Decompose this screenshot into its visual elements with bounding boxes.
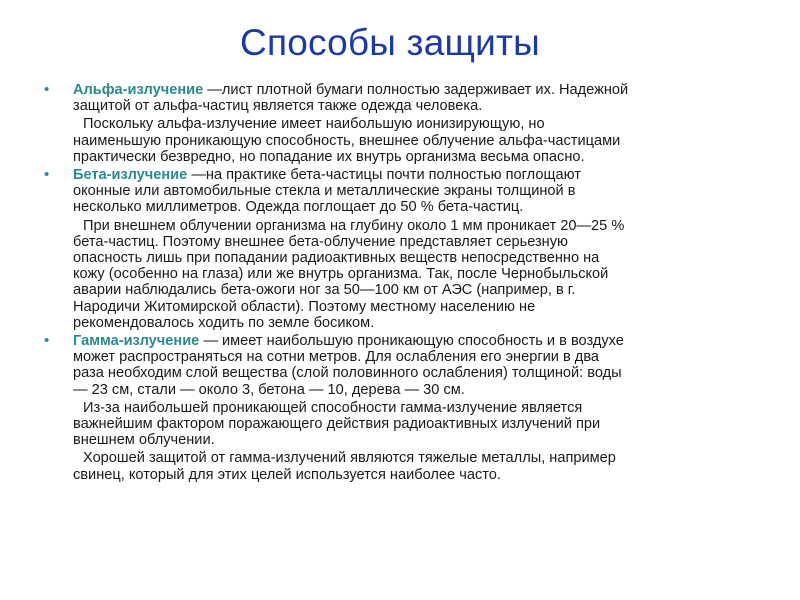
- bullet-text-line: несколько миллиметров. Одежда поглощает до 50 % бета-частиц.: [73, 199, 524, 216]
- paragraph-line: Из-за наибольшей проникающей способности гамма-излучение является: [83, 399, 583, 416]
- bullet-icon: •: [44, 166, 50, 184]
- paragraph-line: практически безвредно, но попадание их внутрь организма весьма опасно.: [73, 148, 585, 165]
- paragraph-line: опасность лишь при попадании радиоактивных веществ непосредственно на: [73, 250, 600, 267]
- paragraph-line: Хорошей защитой от гамма-излучений являются тяжелые металлы, например: [83, 450, 616, 467]
- paragraph-line: аварии наблюдались бета-ожоги ног за 50—100 км от АЭС (например, в г.: [73, 282, 576, 299]
- bullet-text: — имеет наибольшую проникающую способность и в воздухе: [199, 333, 624, 350]
- bullet-text-line: оконные или автомобильные стекла и металлические экраны толщиной в: [73, 183, 576, 200]
- bullet-alpha-radiation: [0, 82, 800, 165]
- paragraph-line: Поскольку альфа-излучение имеет наибольшую ионизирующую, но: [83, 116, 545, 133]
- bullet-gamma-radiation: [0, 333, 800, 483]
- paragraph-line: При внешнем облучении организма на глубину около 1 мм проникает 20—25 %: [83, 217, 625, 234]
- bullet-icon: •: [44, 81, 50, 98]
- paragraph-line: свинец, который для этих целей используется наиболее часто.: [73, 466, 501, 483]
- paragraph-line: Народичи Житомирской области). Поэтому местному населению не: [73, 298, 536, 315]
- bullet-heading: Альфа-излучение: [73, 82, 204, 98]
- paragraph-line: наименьшую проникающую способность, внешнее облучение альфа-частицами: [73, 132, 621, 149]
- paragraph-line: кожу (особенно на глаза) или же внутрь организма. Так, после Чернобыльской: [73, 266, 609, 283]
- paragraph-line: важнейшим фактором поражающего действия радиоактивных излучений при: [73, 416, 601, 433]
- slide-title: Способы защиты: [240, 22, 540, 63]
- bullet-text-line: — 23 см, стали — около 3, бетона — 10, дерева — 30 см.: [73, 381, 465, 398]
- slide-content: [0, 82, 800, 485]
- paragraph-line: бета-частиц. Поэтому внешнее бета-облучение представляет серьезную: [73, 233, 568, 250]
- bullet-text: —на практике бета-частицы почти полностью поглощают: [187, 167, 581, 184]
- bullet-text-line: может распространяться на сотни метров. Для ослабления его энергии в два: [73, 349, 600, 366]
- bullet-heading: Гамма-излучение: [73, 333, 200, 350]
- bullet-text: —лист плотной бумаги полностью задерживает их. Надежной: [203, 82, 629, 98]
- bullet-text-line: защитой от альфа-частиц является также одежда человека.: [73, 98, 483, 115]
- bullet-icon: •: [44, 332, 50, 350]
- bullet-first-line: [73, 167, 800, 183]
- bullet-first-line: [73, 333, 800, 349]
- bullet-beta-radiation: [0, 167, 800, 331]
- paragraph-line: внешнем облучении.: [73, 432, 215, 449]
- bullet-first-line: [73, 82, 800, 98]
- paragraph-line: рекомендовалось ходить по земле босиком.: [73, 314, 375, 331]
- bullet-text-line: раза необходим слой вещества (слой половинного ослабления) толщиной: воды: [73, 365, 622, 382]
- bullet-heading: Бета-излучение: [73, 167, 188, 184]
